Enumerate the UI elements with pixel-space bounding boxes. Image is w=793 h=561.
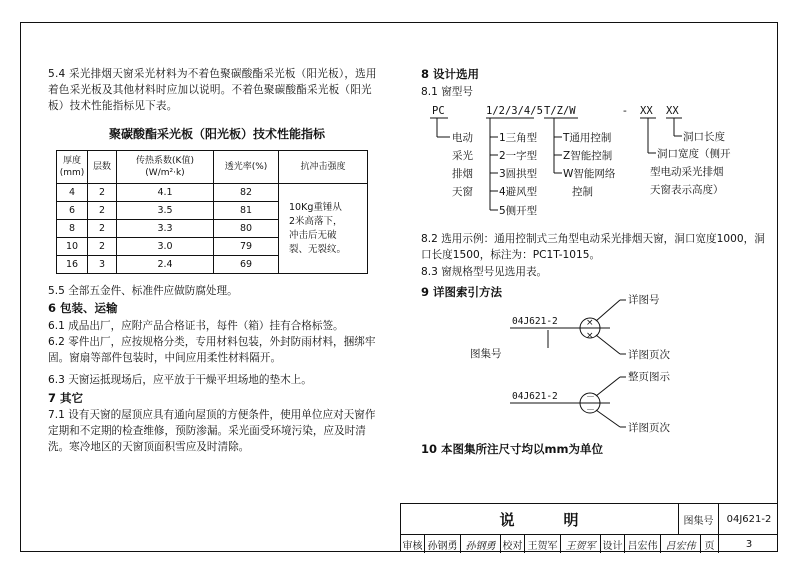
clause-8-2: 8.2 选用示例：通用控制式三角型电动采光排烟天窗，洞口宽度1000，洞口长度1500，标注为：PC1T-1015。 [421,233,765,261]
clause-7-1: 7.1 设有天窗的屋顶应具有通向屋顶的方便条件，使用单位应对天窗作定期和不定期的检查维修，预防渗漏。采光面受环境污染，应及时清洗。寒冷地区的天窗顶面积雪应及时清除。 [48,409,376,453]
atlas-no-1: 04J621-2 [512,316,558,327]
width-desc-1: 洞口宽度（侧开 [657,148,731,160]
code-xx1: XX [640,105,653,117]
heading-10: 10 本图集所注尺寸均以mm为单位 [421,442,603,456]
designer-signature: 吕宏伟 [661,535,701,553]
whole-page-mark: － [586,393,596,403]
code-dash: - [623,105,627,117]
detail-mark-1: × [586,318,594,328]
index-symbol-diagram [470,290,770,440]
header-impact: 抗冲击强度 [279,151,368,184]
clause-5-5: 5.5 全部五金件、标准件应做防腐处理。 [48,285,238,297]
title-block [400,503,778,552]
checker-signature: 王贺军 [561,535,601,553]
header-k-value: 传热系数(K值) (W/m²·k) [117,151,214,184]
label-atlas-no: 图集号 [470,348,502,360]
header-layers: 层数 [88,151,117,184]
shape-desc-4: 4避风型 [499,186,538,198]
shape-desc-3: 3圆拱型 [499,168,538,180]
label-detail-page-1: 详图页次 [628,349,670,361]
ctrl-desc-3: W智能网络 [563,168,616,180]
checker-name: 王贺军 [525,535,561,553]
clause-6-3: 6.3 天窗运抵现场后，应平放于干燥平坦场地的垫木上。 [48,374,312,386]
page-mark-1: × [586,331,594,341]
shape-desc-1: 1三角型 [499,132,538,144]
clause-6-2: 6.2 零件出厂，应按规格分类，专用材料包装，外封防雨材料，捆绑牢固。窗扇等部件包装时，中间应用柔性材料隔开。 [48,336,376,364]
clause-8-1: 8.1 窗型号 [421,86,473,98]
ctrl-desc-2: Z智能控制 [563,150,613,162]
heading-8: 8 设计选用 [421,67,480,81]
heading-9: 9 详图索引方法 [421,285,503,299]
performance-table [56,150,368,274]
shape-desc-5: 5侧开型 [499,205,538,217]
table-row: 4 2 4.1 82 10Kg重锤从 2米高落下， 冲击后无破 裂、无裂纹。 [57,184,368,202]
width-desc-2: 型电动采光排烟 [650,166,724,178]
pc-desc-3: 排烟 [452,168,473,180]
code-pc: PC [432,105,445,117]
table-row: 6 2 3.5 81 [57,202,368,220]
sheet-title: 说 明 [401,504,679,534]
clause-6-1: 6.1 成品出厂，应附产品合格证书，每件（箱）挂有合格标签。 [48,320,344,332]
heading-6: 6 包装、运输 [48,301,118,315]
pc-desc-4: 天窗 [452,186,473,198]
code-ctrl: T/Z/W [544,105,576,117]
width-desc-3: 天窗表示高度） [650,184,724,196]
label-whole-page: 整页图示 [628,371,670,383]
atlas-no-2: 04J621-2 [512,391,558,402]
model-code-diagram [420,100,760,222]
label-detail-page-2: 详图页次 [628,422,670,434]
page-number: 3 [745,538,753,550]
design-label: 设计 [601,535,625,553]
clause-8-3: 8.3 窗规格型号见选用表。 [421,266,548,278]
header-transmittance: 透光率(%) [214,151,279,184]
header-thickness: 厚度 (mm) [57,151,88,184]
atlas-number: 04J621-2 [726,513,772,525]
clause-5-4: 5.4 采光排烟天窗采光材料为不着色聚碳酸酯采光板（阳光板），选用着色采光板及其他材料时应加以说明。不着色聚碳酸酯采光板（阳光板）技术性能指标见下表。 [48,68,377,112]
table-title: 聚碳酸酯采光板（阳光板）技术性能指标 [109,127,326,141]
pc-desc-1: 电动 [452,132,473,144]
page-label: 页 [701,535,719,553]
shape-desc-2: 2一字型 [499,150,538,162]
ctrl-desc-4: 控制 [572,186,593,198]
table-row: 8 2 3.3 80 [57,220,368,238]
designer-name: 吕宏伟 [625,535,661,553]
atlas-label: 图集号 [679,504,719,534]
reviewer-name: 孙钢勇 [425,535,461,553]
review-label: 审核 [401,535,425,553]
check-label: 校对 [501,535,525,553]
impact-cell: 10Kg重锤从 2米高落下， 冲击后无破 裂、无裂纹。 [279,184,368,274]
label-detail-no: 详图号 [628,294,660,306]
heading-7: 7 其它 [48,391,84,405]
ctrl-desc-1: T通用控制 [563,132,612,144]
table-row: 16 3 2.4 69 [57,256,368,274]
table-row: 10 2 3.0 79 [57,238,368,256]
page-mark-2: － [586,406,596,416]
pc-desc-2: 采光 [452,150,473,162]
code-xx2: XX [666,105,679,117]
code-shape: 1/2/3/4/5 [486,105,543,117]
length-desc: 洞口长度 [683,131,725,143]
reviewer-signature: 孙钢勇 [461,535,501,553]
